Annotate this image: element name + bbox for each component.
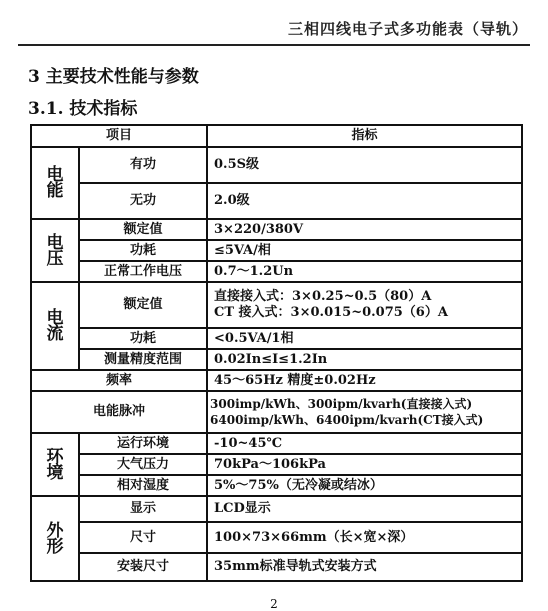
group-voltage [31, 219, 79, 282]
group-char: 流 [46, 324, 64, 344]
col-header-spec: 指标 [207, 125, 522, 147]
row-value-line: CT 接入式：3×0.015~0.075（6）A [214, 305, 448, 320]
table-row [31, 183, 522, 219]
row-value: LCD显示 [207, 496, 522, 522]
group-energy [31, 147, 79, 219]
row-label: 大气压力 [79, 454, 207, 475]
table-row [31, 219, 522, 240]
row-label: 安装尺寸 [79, 553, 207, 581]
table-row [31, 391, 522, 433]
table-row [31, 522, 522, 553]
group-char: 境 [46, 462, 64, 483]
row-value-line: 直接接入式：3×0.25~0.5（80）A [214, 289, 432, 304]
group-char: 形 [46, 536, 64, 557]
group-environment [31, 433, 79, 496]
row-label: 电能脉冲 [31, 391, 207, 433]
row-value: 3×220/380V [207, 219, 522, 240]
row-value: 100×73×66mm（长×宽×深） [207, 522, 522, 553]
row-value: <0.5VA/1相 [207, 328, 522, 349]
group-current [31, 282, 79, 370]
group-char: 电 [46, 165, 64, 185]
subsection-heading: 3.1. 技术指标 [28, 99, 138, 119]
table-row [31, 282, 522, 328]
table-row [31, 240, 522, 261]
row-label: 额定值 [79, 219, 207, 240]
table-row [31, 349, 522, 370]
row-value: -10~45℃ [207, 433, 522, 454]
table-row [31, 496, 522, 522]
row-value: 35mm标准导轨式安装方式 [207, 553, 522, 581]
group-char: 电 [46, 232, 64, 253]
row-value-line: 300imp/kWh、300ipm/kvarh(直接接入式) [210, 397, 473, 411]
table-header-row [31, 125, 522, 147]
row-label: 显示 [79, 496, 207, 522]
table-row [31, 261, 522, 282]
row-value: 0.02In≤I≤1.2In [207, 349, 522, 370]
table-row [31, 147, 522, 183]
row-value: 5%～75%（无冷凝或结冰） [207, 475, 522, 496]
table-row [31, 370, 522, 391]
row-value: 0.7～1.2Un [207, 261, 522, 282]
row-value: 70kPa～106kPa [207, 454, 522, 475]
group-char: 能 [46, 181, 64, 201]
row-label: 功耗 [79, 328, 207, 349]
header-rule [18, 44, 530, 46]
page-number: 2 [270, 597, 278, 611]
row-label: 测量精度范围 [79, 349, 207, 370]
col-header-item: 项目 [31, 125, 207, 147]
table-row [31, 475, 522, 496]
table-row [31, 433, 522, 454]
row-label: 尺寸 [79, 522, 207, 553]
row-label: 正常工作电压 [79, 261, 207, 282]
running-header: 三相四线电子式多功能表（导轨） [287, 20, 528, 38]
table-row [31, 454, 522, 475]
row-value: 2.0级 [207, 183, 522, 219]
group-char: 电 [46, 308, 64, 328]
row-value: 45～65Hz 精度±0.02Hz [207, 370, 522, 391]
group-appearance [31, 496, 79, 581]
group-char: 压 [46, 248, 64, 269]
table-row [31, 553, 522, 581]
spec-table [30, 124, 523, 582]
row-label: 功耗 [79, 240, 207, 261]
row-label: 频率 [31, 370, 207, 391]
row-label: 运行环境 [79, 433, 207, 454]
row-value [207, 282, 522, 328]
row-value: 0.5S级 [207, 147, 522, 183]
row-value-line: 6400imp/kWh、6400ipm/kvarh(CT接入式) [210, 413, 484, 427]
table-row [31, 328, 522, 349]
group-char: 外 [46, 520, 64, 541]
row-label: 无功 [79, 183, 207, 219]
row-label: 额定值 [79, 282, 207, 328]
group-char: 环 [46, 446, 64, 467]
row-label: 有功 [79, 147, 207, 183]
section-heading: 3 主要技术性能与参数 [28, 67, 199, 87]
row-value: ≤5VA/相 [207, 240, 522, 261]
row-label: 相对湿度 [79, 475, 207, 496]
row-value [207, 391, 522, 433]
